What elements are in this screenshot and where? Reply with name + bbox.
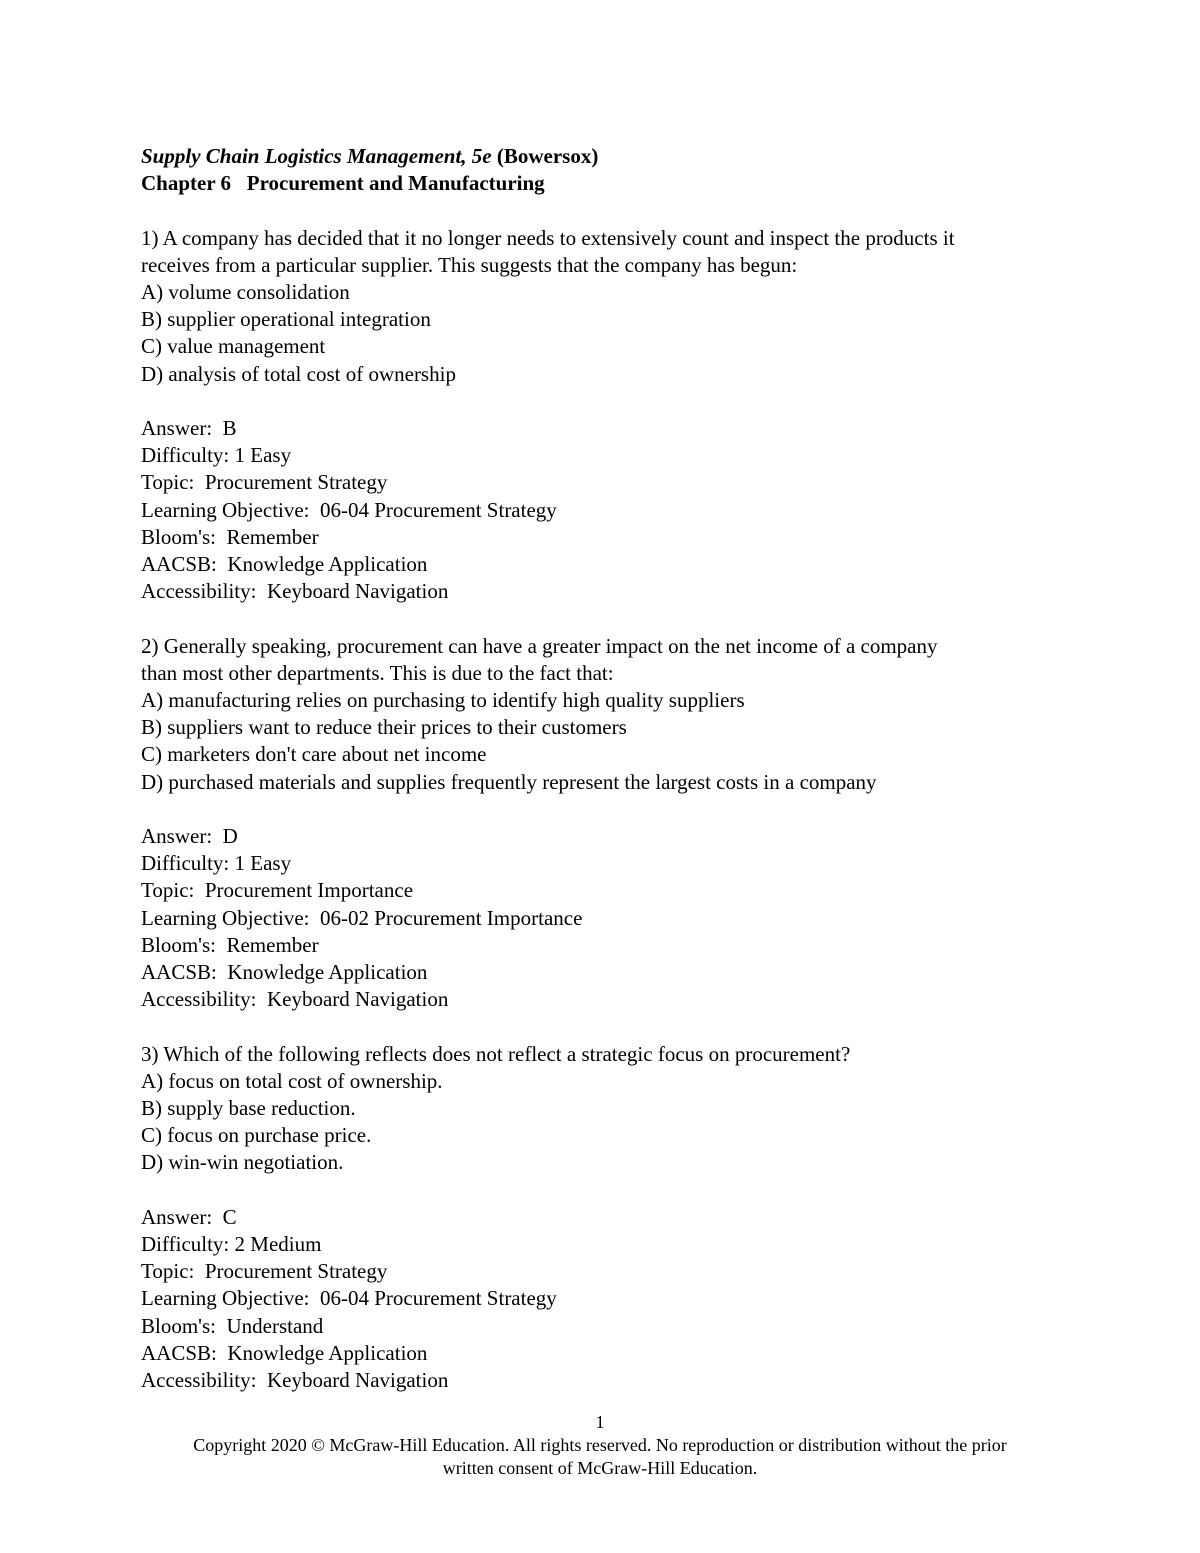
book-header (141, 143, 1081, 170)
learning-objective: Learning Objective: 06-02 Procurement Importance (141, 905, 583, 930)
spacer (141, 197, 1081, 224)
question-stem: receives from a particular supplier. This suggests that the company has begun: (141, 252, 798, 277)
page-number: 1 (595, 1412, 605, 1432)
answer-option: D) purchased materials and supplies frequently represent the largest costs in a company (141, 769, 877, 794)
accessibility: Accessibility: Keyboard Navigation (141, 579, 449, 604)
difficulty: Difficulty: 1 Easy (141, 443, 292, 468)
copyright-notice: Copyright 2020 © McGraw-Hill Education. All rights reserved. No reproduction or distribution without the prior (193, 1435, 1007, 1455)
answer-option: A) manufacturing relies on purchasing to identify high quality suppliers (141, 688, 745, 713)
page-footer (0, 1411, 1200, 1480)
learning-objective: Learning Objective: 06-04 Procurement Strategy (141, 1286, 557, 1311)
answer-key: Answer: B (141, 416, 237, 440)
answer-option: B) supplier operational integration (141, 307, 431, 332)
topic: Topic: Procurement Strategy (141, 470, 388, 495)
difficulty: Difficulty: 1 Easy (141, 851, 292, 876)
topic: Topic: Procurement Strategy (141, 1259, 388, 1284)
answer-option: A) volume consolidation (141, 280, 350, 304)
copyright-notice: written consent of McGraw-Hill Education. (442, 1458, 758, 1478)
question-stem: 2) Generally speaking, procurement can have a greater impact on the net income of a company (141, 633, 938, 658)
answer-key: Answer: C (141, 1204, 237, 1229)
accessibility: Accessibility: Keyboard Navigation (141, 1368, 449, 1393)
blooms-level: Bloom's: Remember (141, 932, 319, 957)
aacsb: AACSB: Knowledge Application (141, 960, 428, 985)
chapter-title: Chapter 6 Procurement and Manufacturing (141, 171, 545, 196)
book-title: Supply Chain Logistics Management, 5e (141, 144, 492, 168)
answer-key: Answer: D (141, 824, 238, 849)
answer-option: D) win-win negotiation. (141, 1150, 344, 1175)
learning-objective: Learning Objective: 06-04 Procurement Strategy (141, 497, 557, 522)
blooms-level: Bloom's: Understand (141, 1313, 324, 1338)
difficulty: Difficulty: 2 Medium (141, 1232, 322, 1257)
question-stem: 3) Which of the following reflects does not reflect a strategic focus on procurement? (141, 1041, 851, 1066)
answer-option: C) focus on purchase price. (141, 1123, 372, 1148)
spacer (141, 796, 1081, 823)
topic: Topic: Procurement Importance (141, 878, 414, 903)
answer-option: C) value management (141, 334, 326, 359)
accessibility: Accessibility: Keyboard Navigation (141, 987, 449, 1012)
answer-option: D) analysis of total cost of ownership (141, 361, 456, 386)
aacsb: AACSB: Knowledge Application (141, 1340, 428, 1365)
spacer (141, 1013, 1081, 1040)
answer-option: B) supply base reduction. (141, 1096, 356, 1121)
answer-option: B) suppliers want to reduce their prices to their customers (141, 715, 627, 740)
spacer (141, 1177, 1081, 1204)
spacer (141, 388, 1081, 415)
aacsb: AACSB: Knowledge Application (141, 552, 428, 577)
question-1 (141, 225, 1081, 606)
answer-option: A) focus on total cost of ownership. (141, 1068, 443, 1093)
blooms-level: Bloom's: Remember (141, 524, 319, 549)
page-content (141, 143, 1081, 1394)
book-author: (Bowersox) (496, 144, 599, 168)
question-3 (141, 1041, 1081, 1395)
question-stem: than most other departments. This is due to the fact that: (141, 660, 614, 685)
question-2 (141, 633, 1081, 1014)
spacer (141, 605, 1081, 632)
answer-option: C) marketers don't care about net income (141, 742, 487, 767)
question-stem: 1) A company has decided that it no longer needs to extensively count and inspect the products it (141, 225, 955, 250)
